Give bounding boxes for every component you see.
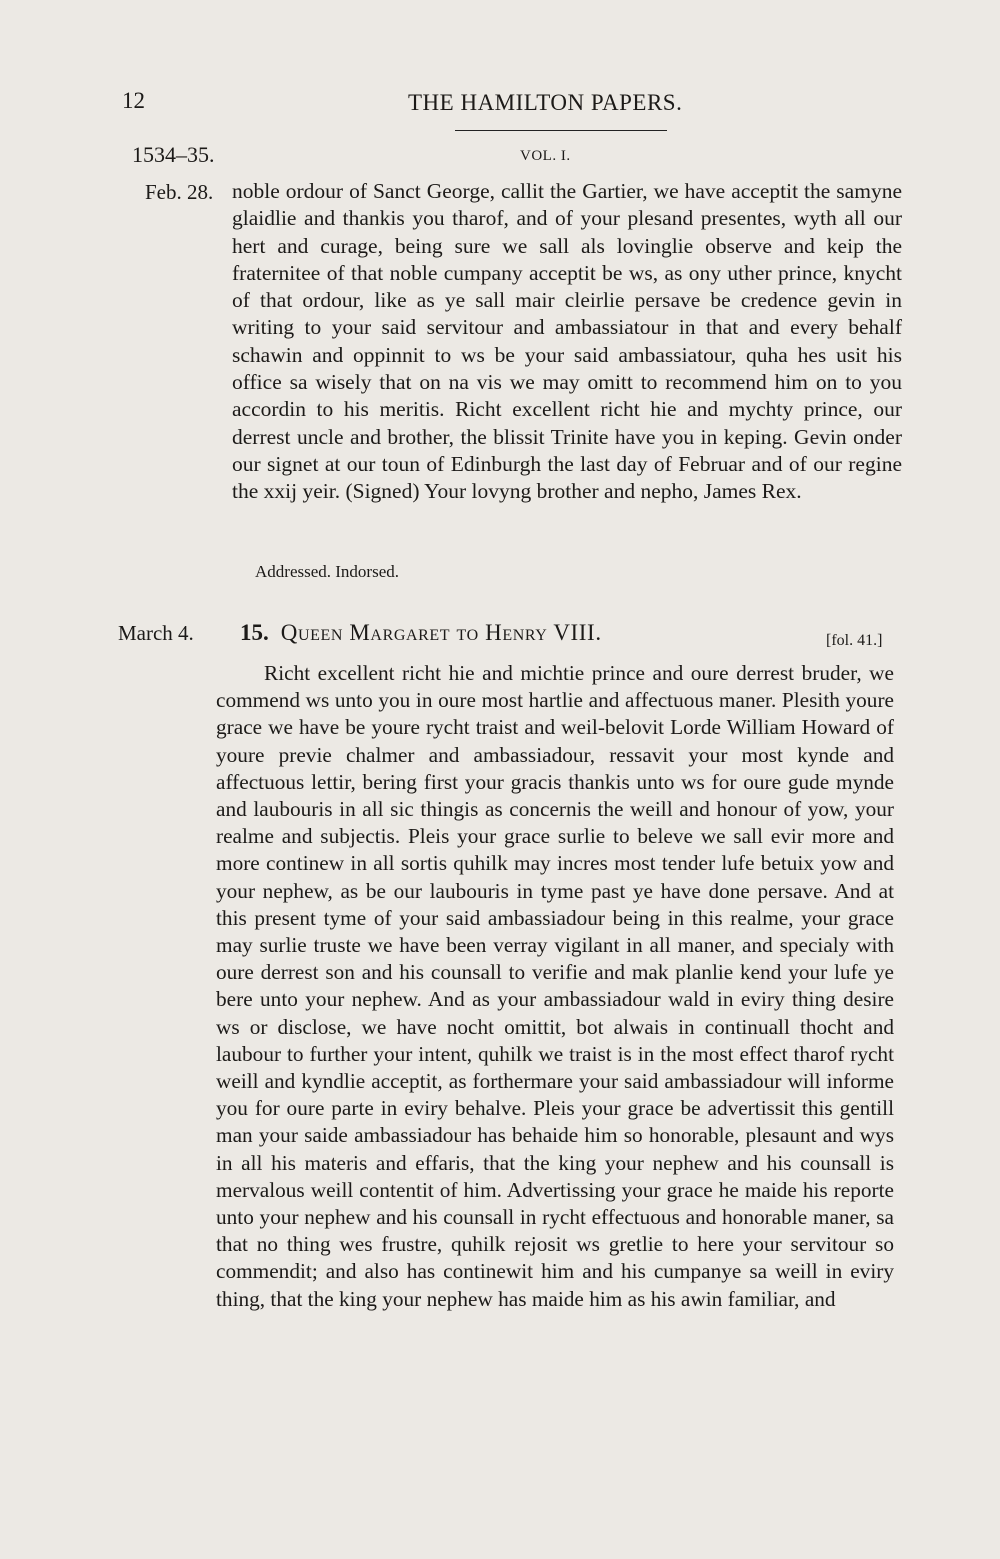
- folio-reference: [fol. 41.]: [826, 632, 883, 649]
- running-title: THE HAMILTON PAPERS.: [408, 90, 683, 115]
- previous-letter-text: noble ordour of Sanct George, callit the Gartier, we have acceptit the samyne glaidlie and thankis you tharof, and of your plesand presentes, wyth all our hert and curage, being sure we sall als lovinglie observe and keip the fraternitee of that noble cumpany acceptit be ws, as ony uther prince, knycht of that ordour, like as ye sall mair cleirlie persave be credence gevin in writing to your said servitour and ambassiatour in that and every behalf schawin and oppinnit to ws be your said ambassiatour, quha hes usit his office sa wisely that on na vis we may omitt to recommend him on to you accordin to his meritis. Richt excellent richt hie and mychty prince, our derrest uncle and brother, the blissit Trinite have you in keping. Gevin onder our signet at our toun of Edinburgh the last day of Februar and of our regine the xxij yeir. (Signed) Your lovyng brother and nepho, James Rex.: [232, 179, 902, 504]
- margin-date: March 4.: [118, 621, 194, 645]
- endorsement-note: Addressed. Indorsed.: [255, 562, 399, 581]
- document-number: 15.: [240, 620, 269, 645]
- letter-text: Richt excellent richt hie and michtie prince and oure derrest bruder, we commend ws unto you in oure most hartlie and affectuous maner. Plesith youre grace we have be youre rycht traist and weil-belovit Lorde William Howard of youre previe chalmer and ambassiadour, ressavit your most kynde and affectuous lettir, bering first your gracis thankis unto ws for oure gude mynde and laubouris in all sic thingis as concernis the weill and honour of yow, your realme and subjectis. Pleis your grace surlie to beleve we sall evir more and more continew in all sortis quhilk may incres most tender lufe betuix yow and your nephew, as be our laubouris in tyme past ye have done persave. And at this present tyme of your said ambassiadour being in this realme, your grace may surlie truste we have been verray vigilant in all maner, and specialy with oure derrest son and his counsall to verifie and mak planlie kend your lufe ye bere unto your nephew. And as your ambassiadour wald in eviry thing desire ws or disclose, we have nocht omittit, bot alwais in continuall thocht and laubour to further your intent, quhilk we traist is in the most effect tharof rycht weill and kyndlie acceptit, as forthermare your said ambassiadour will informe you for oure parte in eviry behalve. Pleis your grace be advertissit this gentill man your saide ambassiadour has behaide him so honorable, plesaunt and wys in all his materis and effaris, that the king your nephew and his counsall is mervalous weill contentit of him. Advertissing your grace he maide his reporte unto your nephew and his counsall in rycht effectuous and honorable maner, sa that no thing wes frustre, quhilk rejosit ws gretlie to here your servitour so commendit; and also has continewit him and his cumpanye sa weill in eviry thing, that the king your nephew has maide him as his awin familiar, and: [216, 661, 894, 1311]
- volume-label: VOL. I.: [520, 148, 571, 164]
- page-number: 12: [122, 88, 145, 113]
- document-title: Queen Margaret to Henry VIII.: [280, 620, 602, 645]
- margin-date-prev: Feb. 28.: [145, 180, 214, 204]
- header-rule: [455, 130, 667, 131]
- document-heading: [240, 620, 602, 646]
- year-range: 1534–35.: [132, 142, 215, 167]
